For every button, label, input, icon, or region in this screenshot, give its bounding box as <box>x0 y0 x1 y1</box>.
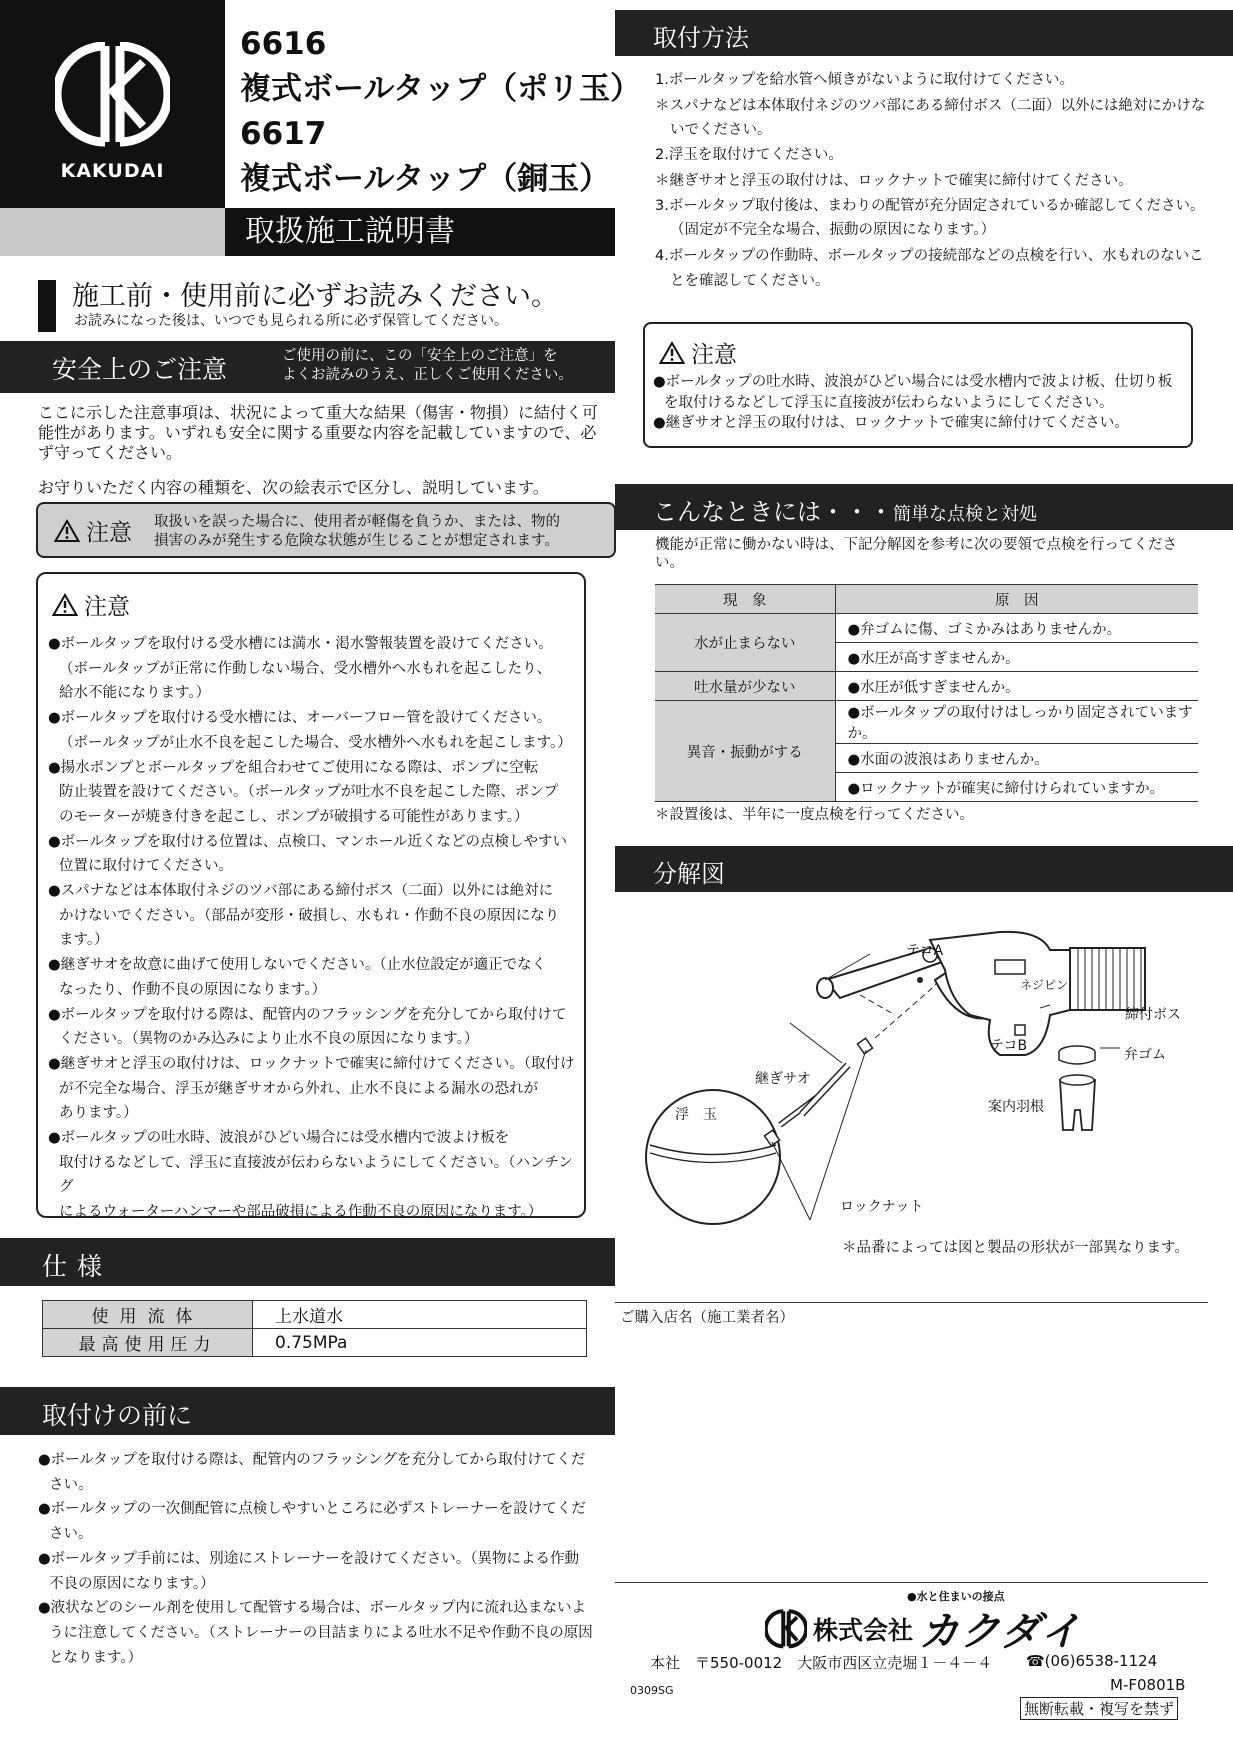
warning-triangle-icon <box>659 341 685 365</box>
list-item: ●継ぎサオを故意に曲げて使用しないでください。（止水位設定が適正でなく なったり、作動不良の原因になります。） <box>48 957 547 998</box>
col-symptom: 現 象 <box>655 585 835 614</box>
list-item: ●スパナなどは本体取付ネジのツバ部にある締付ボス（二面）以外には絶対に かけないでください。（部品が変形・破損し、水もれ・作動不良の原因になり ます。） <box>48 883 560 949</box>
col-cause: 原 因 <box>835 585 1198 614</box>
warning-triangle-icon <box>54 519 80 543</box>
before-list <box>38 1448 593 1670</box>
before-section-header <box>0 1387 615 1435</box>
brand-name: KAKUDAI <box>60 160 165 182</box>
read-first-title: 施工前・使用前に必ずお読みください。 <box>72 281 558 312</box>
exploded-diagram <box>630 920 1220 1230</box>
install-section-header <box>615 10 1233 56</box>
symptom-cell: 吐水量が少ない <box>655 672 835 701</box>
table-row <box>655 614 1198 643</box>
legend-line: 損害のみが発生する危険な状態が生じることが想定されます。 <box>154 533 559 549</box>
spec-key: 使用流体 <box>43 1301 253 1329</box>
company-tagline: ●水と住まいの接点 <box>907 1590 1005 1603</box>
safety-note-line: よくお読みのうえ、正しくご使用ください。 <box>282 367 573 383</box>
label-neji-pin: ネジピン <box>1020 978 1069 992</box>
model-6617: 6617 <box>240 116 327 152</box>
list-item: ●ボールタップの吐水時、波浪がひどい場合には受水槽内で波よけ板を 取付けるなどして、浮玉に直接波が伝わらないようにしてください。（ハンチング によるウォーターハンマーや部品破損による作動不良の原因になります。） <box>48 1130 573 1221</box>
spec-value: 上水道水 <box>253 1301 587 1329</box>
label-ben-gomu: 弁ゴム <box>1124 1047 1166 1063</box>
trouble-title <box>653 492 1037 527</box>
label-lock-nut: ロックナット <box>840 1199 924 1215</box>
install-step: 3.ボールタップ取付後は、まわりの配管が充分固定されているか確認してください。（固定が不完全な場合、振動の原因になります。） <box>655 197 1205 239</box>
list-item: ●ボールタップを取付ける位置は、点検口、マンホール近くなどの点検しやすい 位置に取付けてください。 <box>48 833 567 875</box>
caution-title: 注意 <box>691 342 737 368</box>
list-item: ●ボールタップ手前には、別途にストレーナーを設けてください。（異物による作動不良の原因になります。） <box>38 1550 580 1592</box>
trouble-title-text: こんなときには・・・ <box>653 498 893 526</box>
caution-legend-label <box>54 514 132 547</box>
trouble-section-header <box>615 484 1233 530</box>
symptom-cell: 水が止まらない <box>655 614 835 672</box>
before-title: 取付けの前に <box>42 1401 193 1430</box>
product-titles <box>240 22 641 202</box>
safety-intro-2: お守りいただく内容の種類を、次の絵表示で区分し、説明しています。 <box>38 478 549 497</box>
spec-title: 仕様 <box>42 1252 113 1281</box>
table-row <box>43 1329 587 1357</box>
exploded-section-header <box>615 846 1233 892</box>
legend-label-text: 注意 <box>86 520 132 546</box>
list-item: ●継ぎサオと浮玉の取付けは、ロックナットで確実に締付けてください。（取付け が不完全な場合、浮玉が継ぎサオから外れ、止水不良による漏水の恐れが あります。） <box>48 1055 575 1122</box>
caution-box <box>36 572 586 1221</box>
install-caution-list <box>653 372 1183 434</box>
install-step: 2.浮玉を取付けてください。 <box>655 147 843 164</box>
cause-cell: ●弁ゴムに傷、ゴミかみはありませんか。 <box>835 614 1198 643</box>
company-kabushiki: 株式会社 <box>813 1615 914 1645</box>
kakudai-logo-icon <box>765 1609 807 1649</box>
exploded-title: 分解図 <box>653 860 725 888</box>
trouble-subtitle: 簡単な点検と対処 <box>893 504 1037 525</box>
safety-note-line: ご使用の前に、この「安全上のご注意」を <box>282 348 558 364</box>
trouble-table <box>655 584 1198 802</box>
shop-divider <box>615 1302 1208 1303</box>
spec-section-header <box>0 1238 615 1286</box>
cause-cell: ●水圧が低すぎませんか。 <box>835 672 1198 701</box>
kakudai-logo-icon <box>55 42 170 147</box>
install-title: 取付方法 <box>653 24 749 52</box>
label-teko-a: テコA <box>906 943 944 959</box>
label-annai-hane: 案内羽根 <box>988 1099 1044 1115</box>
company-logo <box>765 1600 1081 1657</box>
table-header-row <box>655 585 1198 614</box>
model-6616-name: 複式ボールタップ（ポリ玉） <box>240 71 642 107</box>
table-row <box>655 672 1198 701</box>
install-step: 4.ボールタップの作動時、ボールタップの接続部などの点検を行い、水もれのないことを確認してください。 <box>655 247 1204 289</box>
legend-line: 取扱いを誤った場合に、使用者が軽傷を負うか、または、物的 <box>154 514 560 530</box>
list-item: ●ボールタップを取付ける受水槽には、オーバーフロー管を設けてください。 （ボールタップが止水不良を起こした場合、受水槽外へ水もれを起こします。） <box>48 710 572 751</box>
safety-title: 安全上のご注意 <box>52 355 228 384</box>
caution-legend-text <box>154 513 560 551</box>
read-first-marker <box>38 280 56 332</box>
caution-heading <box>52 588 130 621</box>
lot-code: 0309SG <box>630 1684 674 1697</box>
diagram-note: ＊品番によっては図と製品の形状が一部異なります。 <box>842 1240 1189 1256</box>
list-item: ●ボールタップを取付ける際は、配管内のフラッシングを充分してから取付けてください。 <box>38 1452 586 1493</box>
copyright-notice: 無断転載・複写を禁ず <box>1020 1697 1178 1720</box>
safety-section-header <box>0 341 615 393</box>
list-item: ●液状などのシール剤を使用して配管する場合は、ボールタップ内に流れ込まないように注意してください。（ストレーナーの目詰まりによる吐水不足や作動不良の原因となります。） <box>38 1600 593 1666</box>
list-item: ●ボールタップの吐水時、波浪がひどい場合には受水槽内で波よけ板、仕切り板を取付けるなどして浮玉に直接波が伝わらないようにしてください。 <box>653 374 1173 411</box>
install-step: 1.ボールタップを給水管へ傾きがないように取付けてください。 <box>655 72 1074 88</box>
document-number: M-F0801B <box>1110 1676 1186 1694</box>
company-name: カクダイ <box>919 1609 1082 1655</box>
read-first-subtitle: お読みになった後は、いつでも見られる所に必ず保管してください。 <box>74 313 508 329</box>
list-item: ●ボールタップを取付ける受水槽には満水・渇水警報装置を設けてください。 （ボールタップが正常に作動しない場合、受水槽外へ水もれを起こしたり、 給水不能になります。） <box>48 636 553 702</box>
brand-logo <box>0 0 225 208</box>
caution-list <box>48 632 578 1225</box>
manual-title: 取扱施工説明書 <box>225 208 615 256</box>
label-teko-b: テコB <box>990 1038 1028 1054</box>
cause-cell: ●水圧が高すぎませんか。 <box>835 643 1198 672</box>
footer-divider <box>615 1582 1208 1583</box>
ball-tap-diagram-icon <box>630 920 1220 1230</box>
caution-title: 注意 <box>84 594 130 620</box>
header-gray-band <box>0 208 225 256</box>
model-6616: 6616 <box>240 26 327 62</box>
list-item: ●ボールタップを取付ける際は、配管内のフラッシングを充分してから取付けて ください。（異物のかみ込みにより止水不良の原因になります。） <box>48 1006 567 1048</box>
safety-intro: ここに示した注意事項は、状況によって重大な結果（傷害・物損）に結付く可能性があります。いずれも安全に関する重要な内容を記載していますので、必ず守ってください。 <box>38 403 599 462</box>
company-address: 本社 〒550-0012 大阪市西区立売堀１－４－４ <box>650 1654 993 1672</box>
label-boss: 締付ボス <box>1125 1007 1181 1023</box>
safety-note <box>282 347 573 385</box>
caution-heading <box>659 336 737 369</box>
list-item: ●揚水ポンプとボールタップを組合わせてご使用になる際は、ポンプに空転 防止装置を設けてください。（ボールタップが吐水不良を起こした際、ポンプ のモーターが焼き付きを起こし、ポンプが破損する可能性があります。） <box>48 759 559 825</box>
list-item: ●ボールタップの一次側配管に点検しやすいところに必ずストレーナーを設けてください。 <box>38 1501 586 1543</box>
table-row <box>43 1301 587 1329</box>
label-uki-tama: 浮 玉 <box>675 1107 717 1123</box>
symptom-cell: 異音・振動がする <box>655 701 835 802</box>
trouble-note: ＊設置後は、半年に一度点検を行ってください。 <box>655 807 974 823</box>
list-item: ●継ぎサオと浮玉の取付けは、ロックナットで確実に締付けてください。 <box>653 415 1129 431</box>
trouble-intro: 機能が正常に働かない時は、下記分解図を参考に次の要領で点検を行ってください。 <box>655 537 1177 571</box>
cause-cell: ●ボールタップの取付けはしっかり固定されていますか。 <box>835 701 1198 744</box>
install-caution-box <box>643 322 1193 448</box>
spec-value: 0.75MPa <box>253 1329 587 1357</box>
install-note: ＊スパナなどは本体取付ネジのツバ部にある締付ボス（二面）以外には絶対にかけないでください。 <box>655 97 1206 139</box>
label-tsugi-sao: 継ぎサオ <box>755 1071 811 1087</box>
install-steps <box>655 68 1210 294</box>
company-tel: ☎(06)6538-1124 <box>1026 1652 1158 1670</box>
table-row <box>655 701 1198 744</box>
caution-legend <box>36 502 616 558</box>
cause-cell: ●ロックナットが確実に締付けられていますか。 <box>835 773 1198 802</box>
spec-table <box>42 1300 587 1357</box>
warning-triangle-icon <box>52 593 78 617</box>
spec-key: 最高使用圧力 <box>43 1329 253 1357</box>
install-note: ＊継ぎサオと浮玉の取付けは、ロックナットで確実に締付けてください。 <box>655 172 1133 189</box>
cause-cell: ●水面の波浪はありませんか。 <box>835 744 1198 773</box>
model-6617-name: 複式ボールタップ（銅玉） <box>240 161 611 197</box>
shop-label: ご購入店名（施工業者名） <box>620 1310 794 1326</box>
